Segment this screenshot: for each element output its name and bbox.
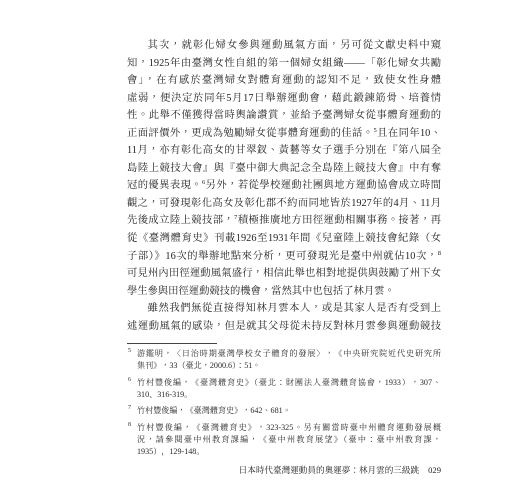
footnote-ref: 8 bbox=[437, 249, 441, 257]
text-line: 其次，就彰化婦女參與運動風氣方面，另可從文獻史料中窺 bbox=[147, 40, 441, 51]
text-segment: 子部）》16次的舉辦地點來分析，更可發現光是臺中州就佔10次， bbox=[127, 250, 438, 262]
footnote-line: 竹村豐俊編，《臺灣體育史》（臺北：財團法人臺灣體育協會，1933），307、 bbox=[137, 377, 441, 387]
text-line: 述運動風氣的感染，但是就其父母從未持反對林月雲參與運動競技 bbox=[127, 320, 441, 332]
body-text bbox=[127, 37, 441, 335]
text-segment: 另外，若從學校運動社團與地方運動協會成立時間 bbox=[205, 180, 442, 192]
footnote-number: 5 bbox=[128, 348, 131, 354]
text-line: 雖然我們無從直接得知林月雲本人，或是其家人是否有受到上 bbox=[147, 303, 441, 315]
footnote-ref: 7 bbox=[234, 214, 238, 222]
footnote-ref: 6 bbox=[202, 179, 206, 187]
footnote bbox=[127, 377, 441, 401]
footnote bbox=[127, 422, 441, 458]
text-segment: 冠的優異表現。 bbox=[127, 180, 203, 192]
text-line: 知，1925年由臺灣女性自組的第一個婦女組織——「彰化婦女共勵 bbox=[127, 57, 441, 69]
footnote-line: 310、316-319。 bbox=[137, 389, 193, 399]
text-line: 可見州內田徑運動風氣盛行，相信此舉也相對地提供與鼓勵了州下女 bbox=[127, 268, 441, 280]
footer-title: 日本時代臺灣運動員的奧運夢：林月雲的三級跳 bbox=[238, 465, 420, 475]
paragraph bbox=[127, 37, 441, 300]
paragraph bbox=[127, 300, 441, 335]
text-line bbox=[127, 177, 441, 195]
footnote bbox=[127, 348, 441, 372]
text-line: 從《臺灣體育史》刊載1926至1931年間《兒童陸上競技會紀錄（女 bbox=[127, 233, 441, 245]
running-footer bbox=[239, 464, 441, 476]
text-line: 島陸上競技大會』與『臺中御大典記念全島陸上競技大會』中有奪 bbox=[127, 162, 441, 174]
text-line: 觀之，可發現彰化高女及彰化郡不約而同地皆於1927年的4月、11月 bbox=[127, 197, 441, 209]
footnote-line: 1935），129-148。 bbox=[137, 446, 205, 456]
footnote-line: 集刊》，33（臺北，2000.6）：51。 bbox=[137, 361, 261, 370]
footnote-ref: 5 bbox=[373, 126, 377, 134]
page-number: 029 bbox=[428, 465, 441, 475]
text-line: 會」，在有感於臺灣婦女對體育運動的認知不足，致使女性身體 bbox=[127, 75, 441, 87]
text-line: 性。此舉不僅獲得當時輿論讚賞，並給予臺灣婦女從事體育運動的 bbox=[127, 110, 441, 122]
text-segment: 積極推廣地方田徑運動相關事務。接著，再 bbox=[237, 215, 442, 227]
footnote-line: 竹村豐俊編，《臺灣體育史》，642、681。 bbox=[137, 406, 291, 415]
text-line bbox=[127, 125, 441, 143]
text-line: 虛弱，便決定於同年5月17日舉辦運動會，藉此鍛鍊筋骨、培養情 bbox=[127, 92, 441, 104]
text-segment: 且在同年10、 bbox=[376, 127, 442, 139]
text-segment: 正面評價外，更成為勉勵婦女從事體育運動的佳話。 bbox=[127, 127, 374, 139]
footnote-number: 7 bbox=[128, 405, 131, 411]
footnote-separator bbox=[127, 343, 217, 344]
footnote-number: 6 bbox=[128, 376, 131, 383]
footnote-line: 況，請參閱臺中州教育課編，《臺中州教育展望》（臺中：臺中州教育課， bbox=[137, 434, 441, 444]
text-line bbox=[127, 248, 441, 266]
text-line bbox=[127, 212, 441, 230]
footnotes bbox=[127, 348, 441, 462]
footnote-line: 竹村豐俊編，《臺灣體育史》，323-325。另有關當時臺中州體育運動發展概 bbox=[137, 422, 441, 432]
footnote bbox=[127, 405, 441, 417]
footnote-line: 游鑑明，〈日治時期臺灣學校女子體育的發展〉，《中央研究院近代史研究所 bbox=[137, 349, 441, 358]
text-segment: 先後成立陸上競技部， bbox=[127, 215, 235, 227]
text-line: 學生參與田徑運動競技的機會，當然其中也包括了林月雲。 bbox=[127, 285, 395, 297]
footnote-number: 8 bbox=[128, 421, 131, 428]
text-line: 11月，亦有彰化高女的甘翠釵、黃藝等女子選手分別在『第八屆全 bbox=[127, 145, 441, 157]
